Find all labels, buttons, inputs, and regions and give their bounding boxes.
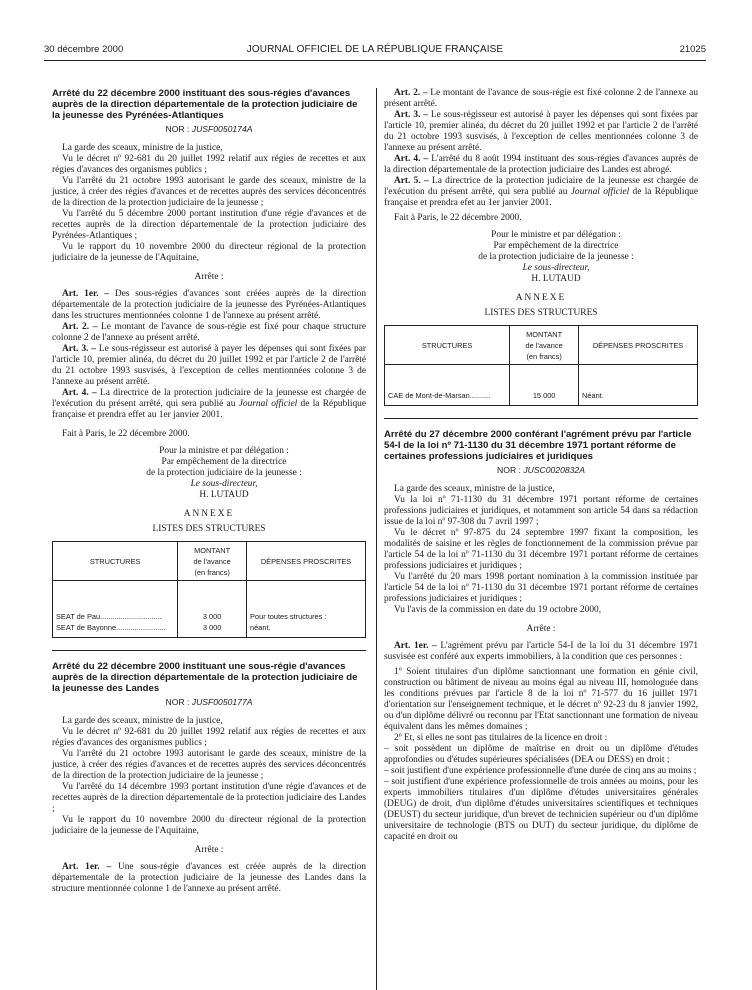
article — [384, 176, 698, 209]
nor-reference — [52, 697, 366, 708]
section-separator — [52, 650, 366, 651]
article-label: Art. 5. – — [394, 176, 429, 186]
col-structures: STRUCTURES — [385, 326, 510, 365]
table-cell: 15 000 — [510, 365, 579, 406]
structure-name: SEAT de Bayonne........................ — [56, 623, 166, 632]
visa: Vu l'arrêté du 21 octobre 1993 autorisant le garde des sceaux, ministre de la justice, à créer des régies d'avances et de recettes auprès des services déconcentrés de la direction de la protection judiciaire de la jeunesse ; — [52, 749, 366, 781]
article — [384, 110, 698, 154]
signature-line: Le sous-directeur, — [522, 263, 590, 273]
condition: 2º Et, si elles ne sont pas titulaires de la licence en droit : — [394, 733, 608, 743]
journal-officiel-mention: Journal officiel — [238, 399, 298, 409]
nor-code: JUSC0020832A — [523, 465, 585, 475]
condition-item: – soit justifient d'une expérience professionnelle d'une durée de cinq ans au moins ; — [384, 766, 697, 776]
header-rule — [44, 60, 706, 61]
signature-place-date: Fait à Paris, le 22 décembre 2000. — [394, 213, 522, 223]
decree-title: Arrêté du 22 décembre 2000 instituant une sous-régie d'avances auprès de la direction départementale de la protection judiciaire de la jeunesse des Landes — [52, 661, 358, 694]
amount-value: 3 000 — [202, 623, 222, 632]
article-label: Art. 2. – — [394, 88, 428, 98]
annex-heading: ANNEXE — [183, 509, 235, 519]
journal-officiel-mention: Journal officiel — [570, 187, 630, 197]
visa: Vu l'arrêté du 21 octobre 1993 autorisant le garde des sceaux, ministre de la justice, à créer des régies d'avances et de recettes auprès des services déconcentrés de la direction de la protection judiciaire de la jeunesse ; — [52, 176, 366, 208]
article — [384, 88, 698, 110]
condition-item: – soit justifient d'une expérience professionnelle de trois années au moins, pour les experts immobiliers titulaires d'un diplôme d'études universitaires générales (DEUG) de droit, d'un diplôme d'études universitaires scientifiques et techniques (DEUST) du secteur juridique, d'un brevet de technicien supérieur ou d'un diplôme universitaire de technologie (BTS ou DUT) du secteur juridique, du diplôme de capacité en droit ou — [384, 777, 698, 842]
article-text: La directrice de la protection judiciaire de la jeunesse est chargée de l'exécution du présent arrêté, qui sera publié au — [384, 176, 698, 197]
article — [384, 154, 698, 176]
nor-label: NOR : — [165, 124, 190, 134]
article — [52, 862, 366, 895]
article-text: L'agrément prévu par l'article 54-I de la loi du 31 décembre 1971 susvisée est conféré aux experts immobiliers, à la condition que ces personnes : — [384, 641, 699, 662]
article-text: Des sous-régies d'avances sont créées auprès de la direction départementale de la protection judiciaire de la jeunesse des Pyrénées-Atlantiques dans les structures mentionnées colonne 1 de l'annexe au présent arrêté. — [52, 289, 367, 321]
annex-heading: ANNEXE — [515, 293, 567, 303]
right-column — [384, 88, 698, 843]
article — [384, 641, 698, 663]
column-divider — [376, 88, 377, 990]
col-montant-line: (en francs) — [526, 351, 562, 361]
article-text: Le montant de l'avance de sous-régie est fixé pour chaque structure colonne 2 de l'annexe au présent arrêté. — [52, 322, 367, 343]
signature-line: Le sous-directeur, — [190, 479, 258, 489]
preamble: La garde des sceaux, ministre de la justice, — [62, 716, 223, 726]
col-montant-line: de l'avance — [525, 340, 563, 350]
article — [52, 388, 366, 421]
table-cell — [178, 581, 247, 638]
article-label: Art. 1er. – — [62, 289, 110, 299]
preamble: La garde des sceaux, ministre de la justice, — [62, 143, 223, 153]
nor-label: NOR : — [497, 465, 521, 475]
signature-line: Par empêchement de la directrice — [493, 241, 619, 251]
signature-line: Par empêchement de la directrice — [161, 457, 287, 467]
article-text: Le sous-régisseur est autorisé à payer les dépenses qui sont fixées par l'article 10, premier alinéa, du décret du 20 juillet 1992 et par l'article 2 de l'arrêté du 21 octobre 1993 susvisés, à l'exception de celles mentionnées colonne 3 de l'annexe au présent arrêté. — [52, 344, 366, 387]
article-text: L'arrêté du 8 août 1994 instituant des sous-régies d'avances auprès de la direction départementale de la protection judiciaire des Landes est abrogé. — [384, 154, 698, 175]
nor-reference — [52, 124, 366, 135]
article-text: La directrice de la protection judiciaire de la jeunesse est chargée de l'exécution du présent arrêté, qui sera publié au — [52, 388, 366, 409]
article-label: Art. 2. – — [62, 322, 98, 332]
col-montant — [178, 542, 247, 581]
signatory-name: H. LUTAUD — [199, 490, 249, 500]
col-structures: STRUCTURES — [53, 542, 178, 581]
annex-table — [52, 541, 366, 638]
col-montant-line: (en francs) — [194, 567, 230, 577]
table-row — [53, 581, 366, 638]
proscribed-text: néant. — [250, 623, 271, 632]
visa: Vu le décret nº 97-875 du 24 septembre 1997 fixant la composition, les modalités de saisine et les règles de fonctionnement de la commission prévue par l'article 54 de la loi nº 71-1130 du 31 décembre 1971 portant réforme de certaines professions judiciaires et juridiques ; — [384, 528, 698, 571]
col-depenses: DÉPENSES PROSCRITES — [579, 326, 698, 365]
article-label: Art. 3. – — [62, 344, 96, 354]
arrete-heading: Arrête : — [526, 624, 556, 634]
nor-code: JUSF0050174A — [191, 124, 253, 134]
decree-title: Arrêté du 27 décembre 2000 conférant l'agrément prévu par l'article 54-I de la loi nº 71-1130 du 31 décembre 1971 portant réforme de certaines professions judiciaires et juridiques — [384, 429, 692, 462]
condition-item: – soit possèdent un diplôme de maîtrise en droit ou un diplôme d'études approfondies ou d'études supérieures spécialisées (DEA ou DESS) en droit ; — [384, 744, 698, 765]
annex-subheading: LISTES DES STRUCTURES — [484, 308, 598, 318]
visa: Vu l'arrêté du 20 mars 1998 portant nomination à la commission instituée par l'article 54 de la loi nº 71-1130 du 31 décembre 1971 portant réforme de certaines professions judiciaires et juridiques ; — [384, 572, 698, 604]
article-label: Art. 3. – — [394, 110, 428, 120]
header-page-number: 21025 — [679, 44, 706, 55]
table-header-row — [385, 326, 698, 365]
nor-code: JUSF0050177A — [191, 697, 253, 707]
col-montant-line: MONTANT — [526, 329, 563, 339]
header-date: 30 décembre 2000 — [44, 44, 124, 55]
annex-table — [384, 325, 698, 406]
amount-value: 3 000 — [202, 612, 222, 621]
table-cell — [53, 581, 178, 638]
article-text: de la République française et prendra efet au 1er janvier 2001. — [384, 187, 699, 208]
annex-subheading: LISTES DES STRUCTURES — [152, 524, 266, 534]
proscribed-text: Pour toutes structures : — [250, 612, 327, 621]
visa: Vu le rapport du 10 novembre 2000 du directeur régional de la protection judiciaire de la jeunesse de l'Aquitaine, — [52, 815, 366, 836]
arrete-heading: Arrête : — [194, 845, 224, 855]
article — [52, 289, 366, 322]
visa: Vu le décret nº 92-681 du 20 juillet 1992 relatif aux régies de recettes et aux régies d'avances des organismes publics ; — [52, 154, 366, 175]
nor-label: NOR : — [165, 697, 190, 707]
condition: 1º Soient titulaires d'un diplôme sanctionnant une formation en génie civil, construction ou bâtiment de niveau au moins égal au niveau III, homologuée dans les conditions prévues par l'article 8 de la loi nº 71-577 du 16 juillet 1971 d'orientation sur l'enseignement technique, et le décret nº 92-23 du 8 janvier 1992, ou d'un diplôme délivré ou reconnu par l'Etat sanctionnant une formation de niveau équivalent dans les mêmes domaines ; — [384, 667, 698, 732]
visa: Vu l'avis de la commission en date du 19 octobre 2000, — [394, 605, 602, 615]
left-column — [52, 88, 366, 895]
article-label: Art. 4. – — [394, 154, 429, 164]
table-cell: Néant. — [579, 365, 698, 406]
signature-line: Pour la ministre et par délégation : — [159, 446, 289, 456]
signature-line: de la protection judiciaire de la jeunesse : — [146, 468, 302, 478]
page-header — [44, 44, 706, 60]
visa: Vu la loi nº 71-1130 du 31 décembre 1971 portant réforme de certaines professions judiciaires et juridiques, et notamment son article 54 dans sa rédaction issue de la loi nº 97-308 du 7 avril 1997 ; — [384, 495, 698, 527]
visa: Vu le décret nº 92-681 du 20 juillet 1992 relatif aux régies de recettes et aux régies d'avances des organismes publics ; — [52, 727, 366, 748]
structure-name: SEAT de Pau.............................. — [56, 612, 162, 621]
signature-block — [384, 230, 698, 285]
signature-line: de la protection judiciaire de la jeunesse : — [478, 252, 634, 262]
article-label: Art. 4. – — [62, 388, 97, 398]
nor-reference — [384, 465, 698, 476]
article — [52, 322, 366, 344]
decree-title: Arrêté du 22 décembre 2000 instituant des sous-régies d'avances auprès de la direction départementale de la protection judiciaire de la jeunesse des Pyrénées-Atlantiques — [52, 88, 358, 121]
table-row — [385, 365, 698, 406]
visa: Vu l'arrêté du 5 décembre 2000 portant institution d'une régie d'avances et de recettes auprès de la direction départementale de la protection judiciaire des Pyrénées-Atlantiques ; — [52, 209, 366, 241]
signature-place-date: Fait à Paris, le 22 décembre 2000. — [62, 429, 190, 439]
signature-block — [52, 446, 366, 501]
article-label: Art. 1er. – — [62, 862, 112, 872]
col-depenses: DÉPENSES PROSCRITES — [247, 542, 366, 581]
signatory-name: H. LUTAUD — [531, 274, 581, 284]
header-journal-title: JOURNAL OFFICIEL DE LA RÉPUBLIQUE FRANÇAISE — [246, 44, 504, 55]
section-separator — [384, 418, 698, 419]
col-montant — [510, 326, 579, 365]
signature-line: Pour le ministre et par délégation : — [491, 230, 621, 240]
col-montant-line: MONTANT — [194, 545, 231, 555]
visa: Vu le rapport du 10 novembre 2000 du directeur régional de la protection judiciaire de la jeunesse de l'Aquitaine, — [52, 242, 366, 263]
article-text: Le sous-régisseur est autorisé à payer les dépenses qui sont fixées par l'article 10, premier alinéa, du décret du 20 juillet 1992 et par l'article 2 de l'arrêté du 21 octobre 1993 susvisés, à l'exception de celles mentionnées colonne 3 de l'annexe au présent arrêté. — [384, 110, 698, 153]
preamble: La garde des sceaux, ministre de la justice, — [394, 484, 555, 494]
table-cell — [247, 581, 366, 638]
article-text: Une sous-régie d'avances est créée auprès de la direction départementale de la protection judiciaire de la jeunesse des Landes dans la structure mentionnée colonne 1 de l'annexe au présent arrêté. — [52, 862, 367, 894]
arrete-heading: Arrête : — [194, 272, 224, 282]
article-text: de la République française et prendra effet au 1er janvier 2001. — [52, 399, 367, 420]
article-text: Le montant de l'avance de sous-régie est fixé colonne 2 de l'annexe au présent arrêté. — [384, 88, 699, 109]
col-montant-line: de l'avance — [193, 556, 231, 566]
article-label: Art. 1er. – — [394, 641, 437, 651]
article — [52, 344, 366, 388]
table-cell: CAE de Mont-de-Marsan.......... — [385, 365, 510, 406]
table-header-row — [53, 542, 366, 581]
visa: Vu l'arrêté du 14 décembre 1993 portant institution d'une régie d'avances et de recettes auprès de la direction départementale de la protection judiciaire des Landes ; — [52, 782, 366, 814]
